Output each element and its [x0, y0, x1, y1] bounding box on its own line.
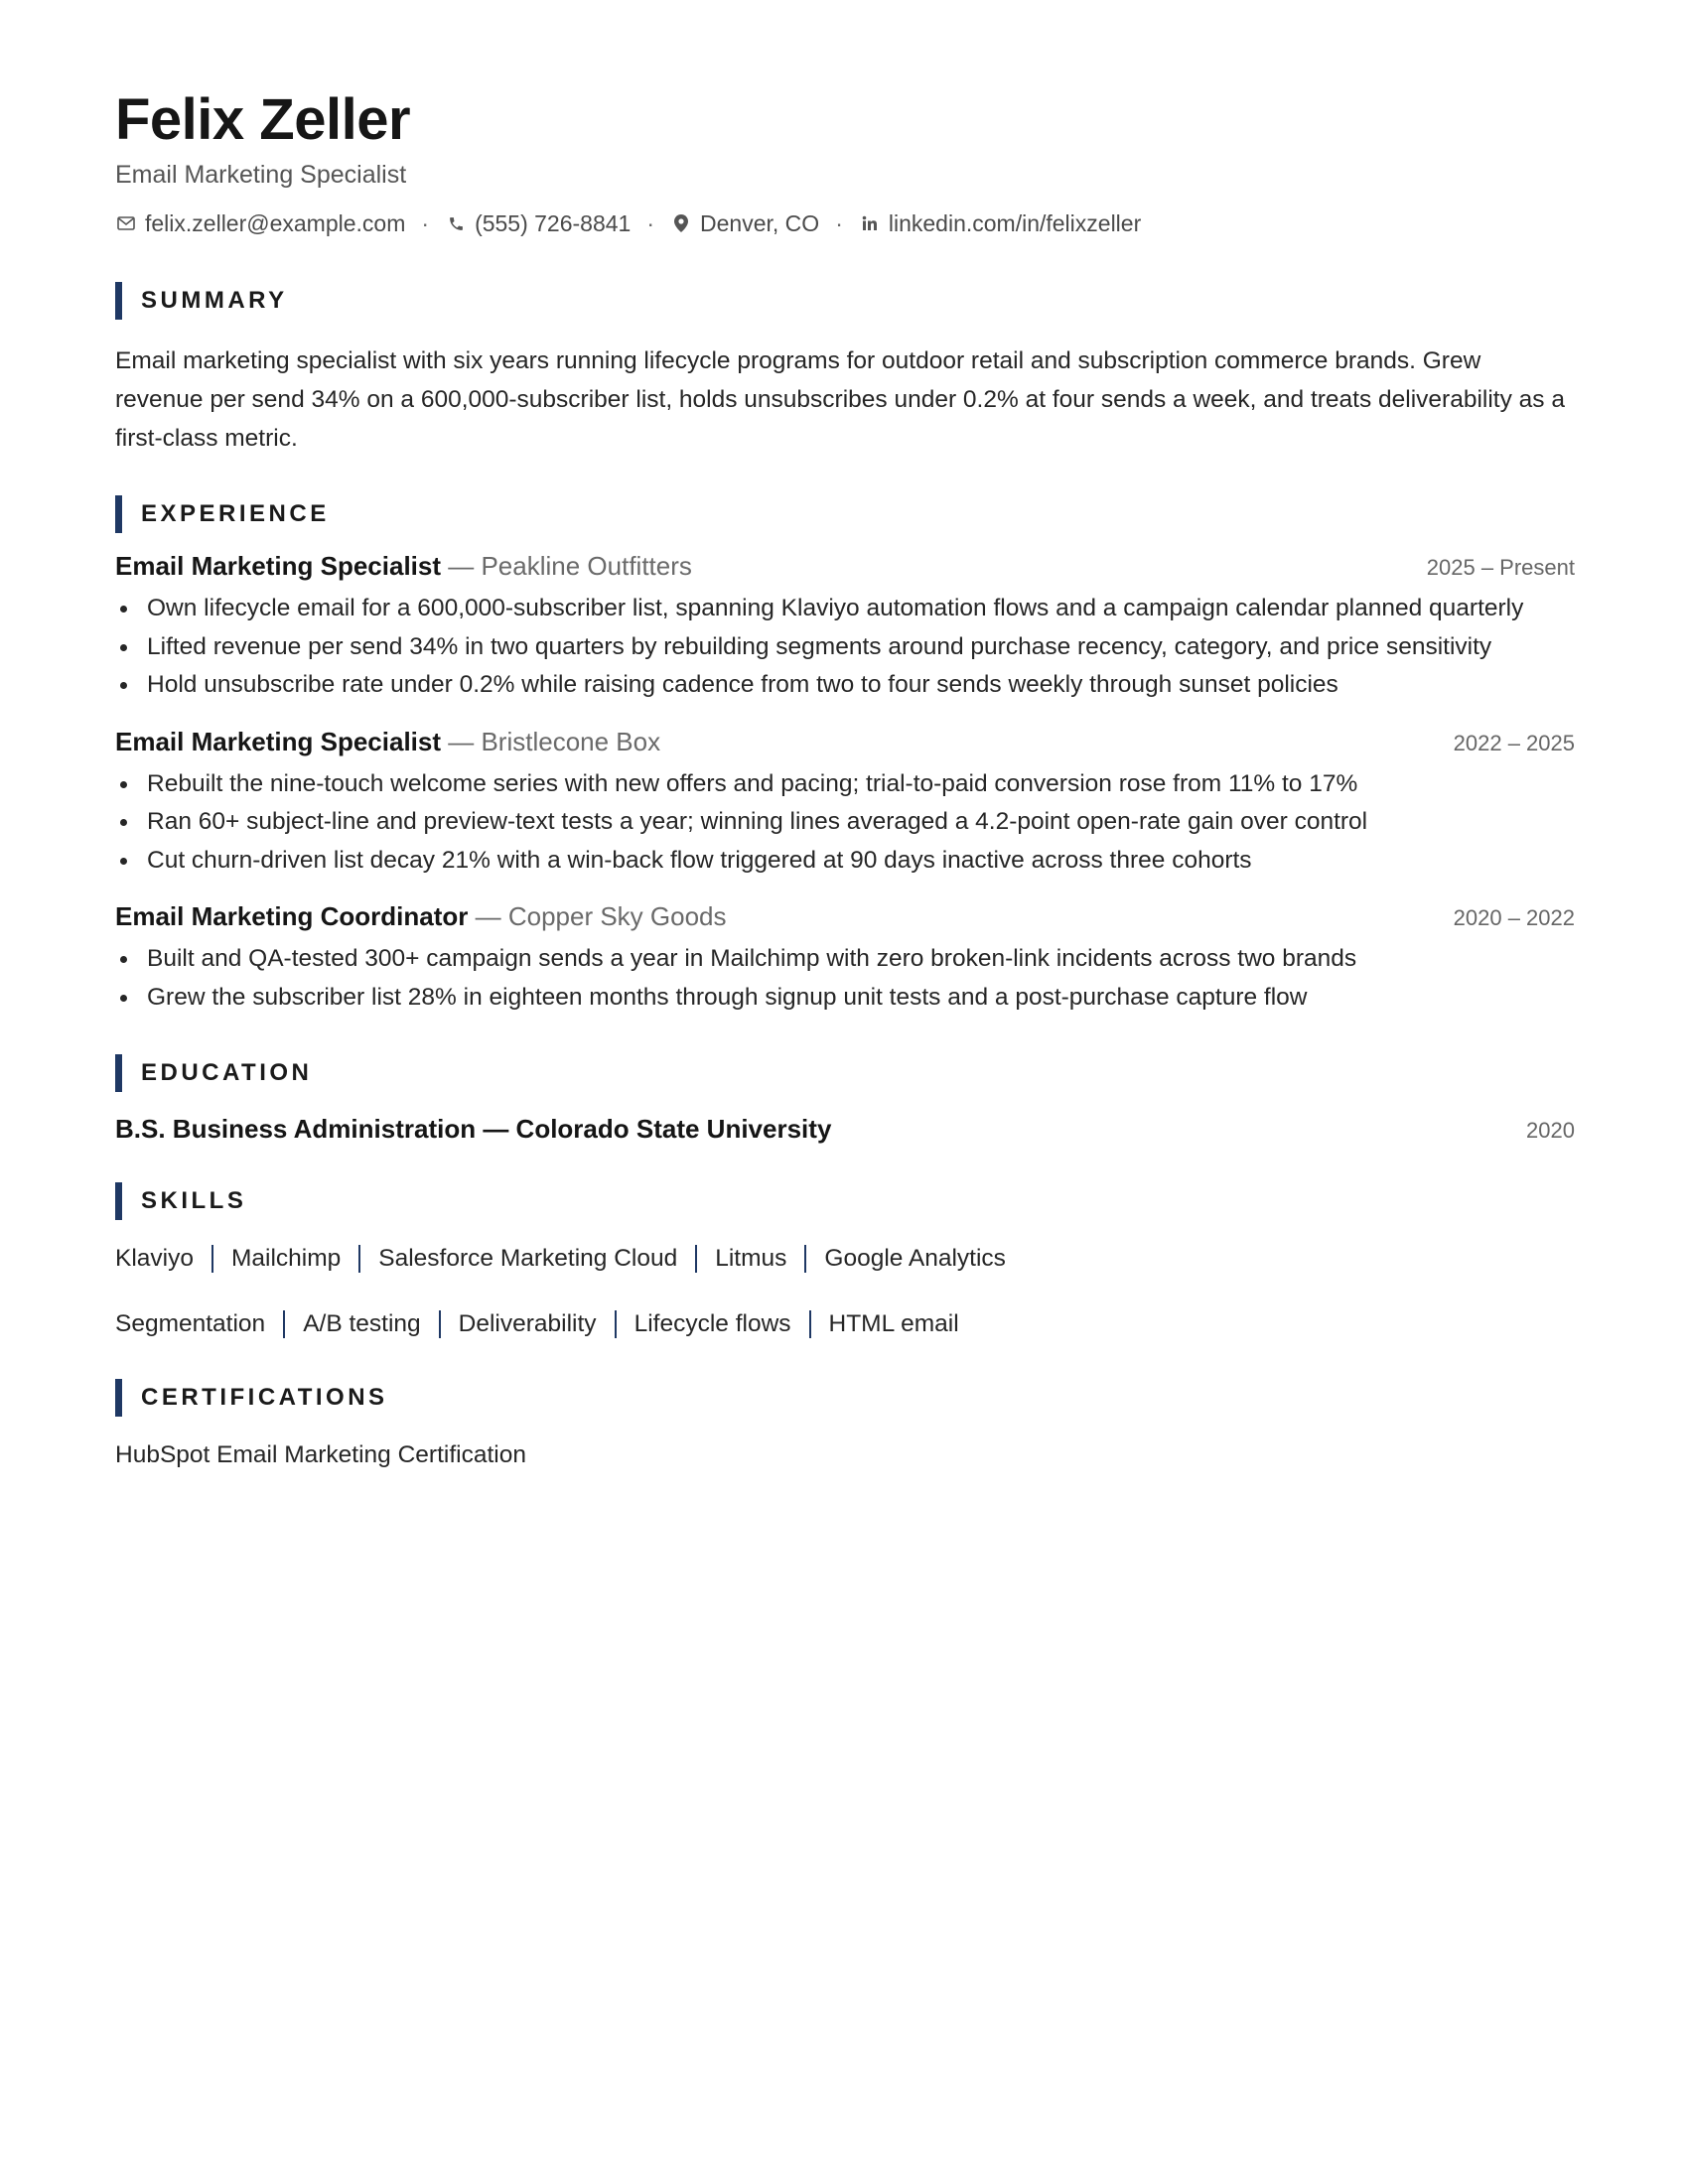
bullet-item: Lifted revenue per send 34% in two quarters by rebuilding segments around purchase recency, category, and price sensitivity: [115, 628, 1575, 667]
bullet-item: Own lifecycle email for a 600,000-subscriber list, spanning Klaviyo automation flows and a campaign calendar planned quarterly: [115, 590, 1575, 628]
job-dates: 2022 – 2025: [1453, 730, 1575, 755]
contact-separator: ·: [421, 210, 430, 236]
linkedin-icon: [859, 212, 881, 234]
job-company: — Bristlecone Box: [441, 726, 661, 756]
experience-section: [115, 495, 1575, 1017]
skill-item: Salesforce Marketing Cloud: [378, 1245, 678, 1272]
skill-item: A/B testing: [303, 1310, 421, 1337]
job-company: — Copper Sky Goods: [468, 901, 727, 931]
section-heading: [115, 495, 1575, 533]
skill-item: Mailchimp: [230, 1245, 342, 1272]
job-dates: 2020 – 2022: [1453, 905, 1575, 930]
contact-separator: ·: [835, 210, 843, 236]
job-entry: [115, 901, 1575, 1017]
resume-page: [115, 87, 1575, 1472]
location-text: Denver, CO: [700, 210, 820, 236]
section-title: CERTIFICATIONS: [141, 1384, 388, 1411]
job-bullets: [115, 940, 1575, 1017]
certification-item: HubSpot Email Marketing Certification: [115, 1441, 526, 1468]
section-title: EXPERIENCE: [141, 500, 330, 527]
candidate-role: Email Marketing Specialist: [115, 161, 407, 189]
section-heading: [115, 1379, 1575, 1417]
section-title: EDUCATION: [141, 1059, 313, 1086]
skill-divider: [809, 1310, 811, 1338]
section-heading: [115, 1182, 1575, 1220]
section-accent-bar: [115, 495, 122, 533]
section-title: SUMMARY: [141, 287, 288, 314]
skill-item: Lifecycle flows: [633, 1310, 791, 1337]
section-accent-bar: [115, 1379, 122, 1417]
job-title-line: [115, 901, 727, 932]
skill-divider: [439, 1310, 441, 1338]
bullet-item: Hold unsubscribe rate under 0.2% while raising cadence from two to four sends weekly through sunset policies: [115, 666, 1575, 705]
contact-location: [670, 208, 819, 238]
candidate-name: Felix Zeller: [115, 87, 411, 152]
bullet-item: Rebuilt the nine-touch welcome series with new offers and pacing; trial-to-paid conversion rose from 11% to 17%: [115, 765, 1575, 804]
location-pin-icon: [670, 212, 692, 234]
section-heading: [115, 1054, 1575, 1092]
phone-text: (555) 726-8841: [475, 210, 632, 236]
skill-divider: [358, 1245, 360, 1273]
skill-item: Litmus: [715, 1245, 787, 1272]
skill-item: Segmentation: [115, 1310, 266, 1337]
skill-divider: [211, 1245, 213, 1273]
job-entry: [115, 551, 1575, 705]
job-title: Email Marketing Coordinator: [115, 901, 469, 931]
contact-email[interactable]: [115, 208, 405, 238]
skill-divider: [804, 1245, 806, 1273]
section-title: SKILLS: [141, 1187, 247, 1214]
education-year: 2020: [1526, 1118, 1575, 1143]
certifications-section: [115, 1379, 1575, 1472]
job-title: Email Marketing Specialist: [115, 726, 442, 756]
job-bullets: [115, 765, 1575, 881]
job-entry: [115, 727, 1575, 881]
skills-row: [115, 1242, 1575, 1276]
section-accent-bar: [115, 1182, 122, 1220]
summary-text: Email marketing specialist with six years running lifecycle programs for outdoor retail and subscription commerce brands. Grew revenue per send 34% on a 600,000-subscriber list, holds unsubscribes under 0.2% at four sends a week, and treats deliverability as a first-class metric.: [115, 347, 1565, 452]
email-text: felix.zeller@example.com: [145, 210, 406, 236]
section-accent-bar: [115, 282, 122, 320]
skill-item: Deliverability: [458, 1310, 597, 1337]
contact-line: [115, 208, 1575, 238]
resume-header: [115, 87, 1575, 238]
skills-row: [115, 1307, 1575, 1341]
section-accent-bar: [115, 1054, 122, 1092]
bullet-item: Cut churn-driven list decay 21% with a win-back flow triggered at 90 days inactive across three cohorts: [115, 842, 1575, 881]
contact-linkedin[interactable]: [859, 208, 1141, 238]
skill-item: HTML email: [828, 1310, 959, 1337]
degree-text: B.S. Business Administration — Colorado State University: [115, 1114, 832, 1144]
skill-divider: [615, 1310, 617, 1338]
bullet-item: Ran 60+ subject-line and preview-text tests a year; winning lines averaged a 4.2-point open-rate gain over control: [115, 803, 1575, 842]
job-dates: 2025 – Present: [1426, 555, 1575, 580]
skill-item: Google Analytics: [824, 1245, 1006, 1272]
phone-icon: [445, 212, 467, 234]
job-company: — Peakline Outfitters: [441, 551, 692, 581]
skill-divider: [283, 1310, 285, 1338]
skill-divider: [695, 1245, 697, 1273]
job-header: [115, 551, 1575, 582]
job-bullets: [115, 590, 1575, 705]
summary-section: [115, 282, 1575, 458]
contact-phone[interactable]: [445, 208, 631, 238]
bullet-item: Grew the subscriber list 28% in eighteen months through signup unit tests and a post-purchase capture flow: [115, 979, 1575, 1018]
job-title-line: [115, 727, 660, 757]
education-entry: [115, 1114, 1575, 1145]
envelope-icon: [115, 212, 137, 234]
skill-item: Klaviyo: [115, 1245, 194, 1272]
job-title: Email Marketing Specialist: [115, 551, 442, 581]
job-header: [115, 901, 1575, 932]
contact-separator: ·: [646, 210, 655, 236]
linkedin-text: linkedin.com/in/felixzeller: [888, 210, 1142, 236]
bullet-item: Built and QA-tested 300+ campaign sends a year in Mailchimp with zero broken-link incidents across two brands: [115, 940, 1575, 979]
section-heading: [115, 282, 1575, 320]
job-header: [115, 727, 1575, 757]
skills-section: [115, 1182, 1575, 1341]
education-section: [115, 1054, 1575, 1145]
job-title-line: [115, 551, 692, 582]
